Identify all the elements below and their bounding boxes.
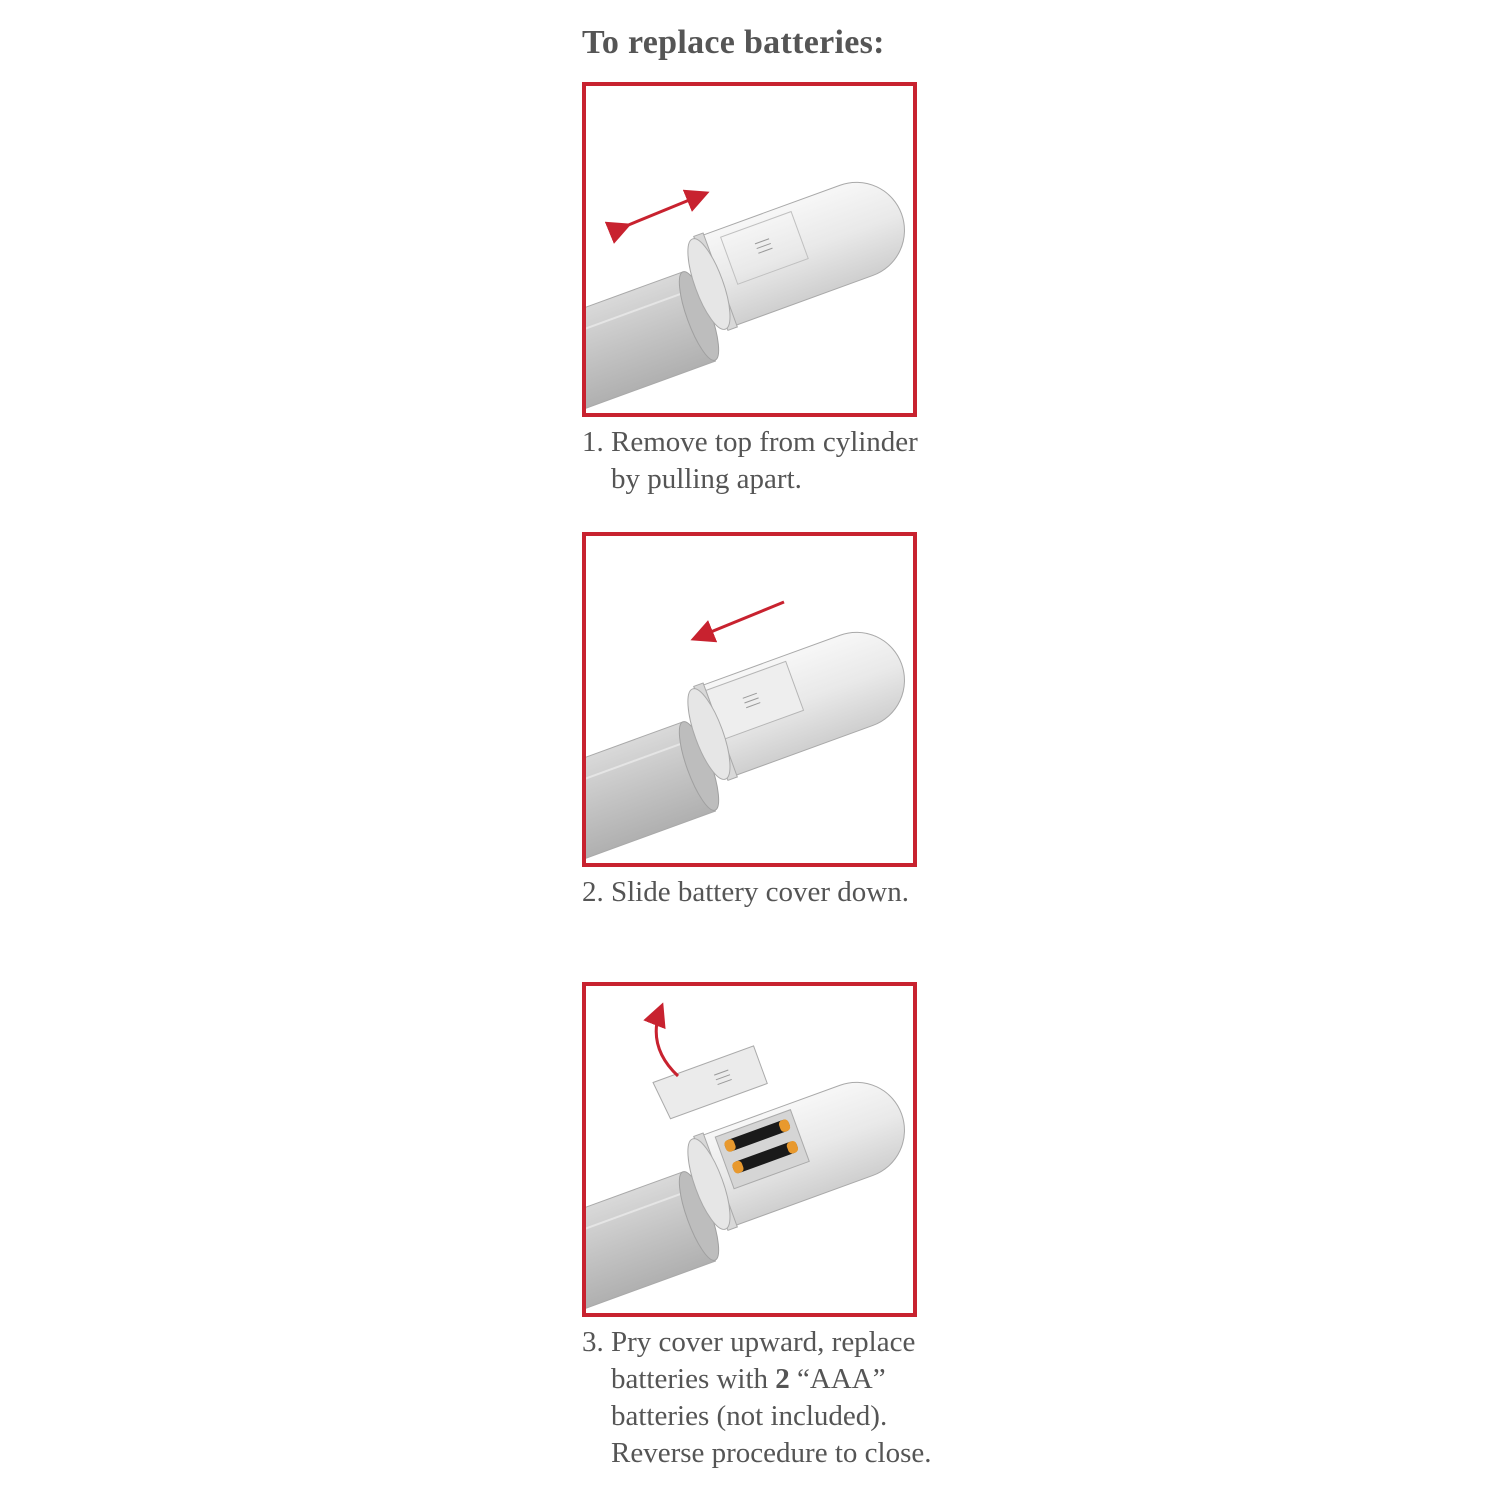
- double-arrow-icon: [626, 194, 704, 226]
- page-title: To replace batteries:: [582, 24, 885, 61]
- step-3-illustration: [582, 982, 917, 1317]
- cylinder-cap: [679, 617, 913, 786]
- cylinder-cap: [679, 167, 913, 336]
- curved-up-arrow-icon: [656, 1008, 678, 1076]
- battery-cover: [653, 1046, 767, 1120]
- step-2-caption: 2. Slide battery cover down.: [582, 876, 909, 908]
- step-1-caption: 1. Remove top from cylinder by pulling apart.: [582, 426, 918, 495]
- left-arrow-icon: [696, 602, 784, 638]
- step-3-caption: 3. Pry cover upward, replace batteries with 2 “AAA” batteries (not included). Reverse procedure to close.: [582, 1326, 932, 1469]
- step-2-illustration: [582, 532, 917, 867]
- step-1-illustration: [582, 82, 917, 417]
